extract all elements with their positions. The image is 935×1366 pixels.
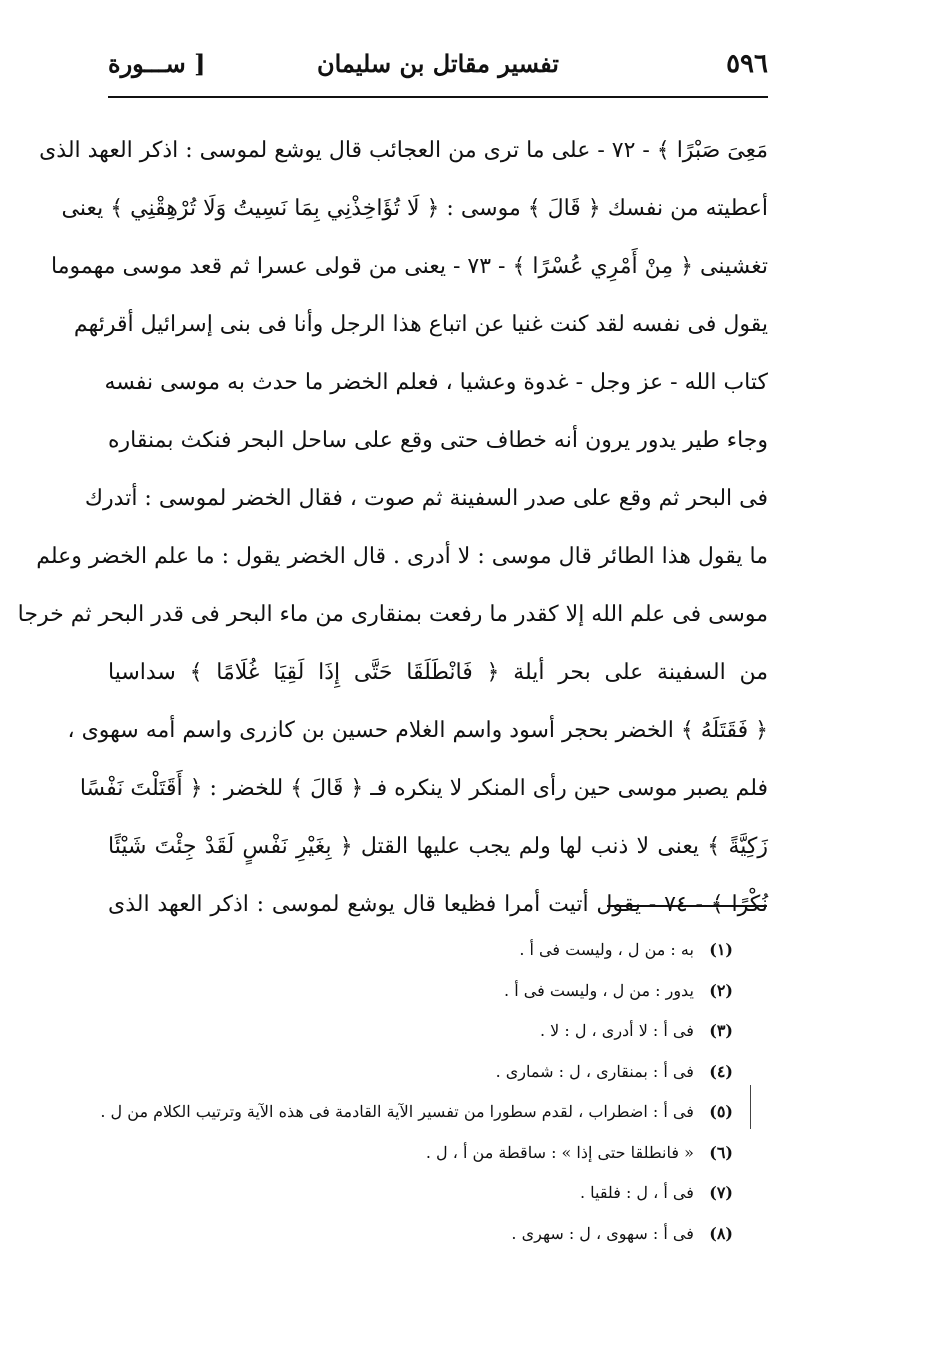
footnote-item <box>108 1173 733 1214</box>
footnote-number: (٨) <box>709 1223 733 1243</box>
footnote-text: فى أ : سهوى ، ل : سهرى . <box>511 1223 694 1243</box>
text-line: كتاب الله - عز وجل - غدوة وعشيا ، فعلم الخضر ما حدث به موسى نفسه <box>104 370 768 395</box>
footnote-number: (٦) <box>709 1142 733 1162</box>
footnote-text: فى أ : بمنقارى ، ل : شمارى . <box>495 1061 694 1081</box>
page-header <box>108 45 768 97</box>
footnote-number: (٥) <box>709 1102 733 1121</box>
footnote-text: فى أ : اضطراب ، لقدم سطورا من تفسير الآية القادمة فى هذه الآية وترتيب الكلام من ل . <box>100 1102 694 1121</box>
footnote-number: (٤) <box>709 1061 733 1081</box>
text-line: نُكْرًا ﴾ - ٧٤ - يقول أتيت أمرا فظيعا قال يوشع لموسى : اذكر العهد الذى <box>108 892 769 917</box>
footnote-text: يدور : من ل ، وليست فى أ . <box>504 980 694 1000</box>
footnote-number: (٧) <box>709 1183 733 1202</box>
footnote-text: فى أ : لا أدرى ، ل : لا . <box>539 1021 694 1040</box>
footnote-separator <box>607 905 767 907</box>
footnote-item <box>108 971 733 1012</box>
footnote-text: فى أ ، ل : فلقيا . <box>579 1183 694 1202</box>
text-line: مَعِىَ صَبْرًا ﴾ - ٧٢ - على ما ترى من العجائب قال يوشع لموسى : اذكر العهد الذى <box>39 138 768 163</box>
text-line: يقول فى نفسه لقد كنت غنيا عن اتباع هذا الرجل وأنا فى بنى إسرائيل أقرئهم <box>73 312 768 337</box>
footnote-item <box>100 1092 733 1133</box>
footnote-text: « فانطلقا حتى إذا » : ساقطة من أ ، ل . <box>425 1142 694 1162</box>
surah-label: [ ســـورة <box>108 49 206 78</box>
text-line: وجاء طير يدور يرون أنه خطاف حتى وقع على ساحل البحر فنكث بمنقاره <box>108 428 768 453</box>
footnote-text: به : من ل ، وليست فى أ . <box>519 940 694 959</box>
running-title: تفسير مقاتل بن سليمان <box>316 49 559 78</box>
text-line: زَكِيَّةً ﴾ يعنى لا ذنب لها ولم يجب عليها القتل ﴿ بِغَيْرِ نَفْسٍ لَقَدْ جِئْتَ شَيْئًا <box>108 834 768 859</box>
footnote-item <box>108 1214 733 1255</box>
footnote-number: (٣) <box>709 1021 733 1040</box>
header-rule <box>108 96 768 98</box>
footnote-item <box>108 930 733 971</box>
margin-mark <box>750 1085 751 1129</box>
footnote-number: (١) <box>709 940 733 959</box>
footnote-number: (٢) <box>709 980 733 1000</box>
text-line: فى البحر ثم وقع على صدر السفينة ثم صوت ، فقال الخضر لموسى : أتدرك <box>84 486 768 511</box>
text-line: ﴿ فَقَتَلَهُ ﴾ الخضر بحجر أسود واسم الغلام حسين بن كازرى واسم أمه سهوى ، <box>67 718 768 743</box>
footnote-item <box>108 1052 733 1093</box>
footnote-item <box>108 1133 733 1174</box>
text-line: ما يقول هذا الطائر قال موسى : لا أدرى . قال الخضر يقول : ما علم الخضر وعلم <box>36 544 768 569</box>
text-line: تغشينى ﴿ مِنْ أَمْرِي عُسْرًا ﴾ - ٧٣ - يعنى من قولى عسرا ثم قعد موسى مهموما <box>51 254 768 279</box>
text-line: أعطيته من نفسك ﴿ قَالَ ﴾ موسى : ﴿ لَا تُؤَاخِذْنِي بِمَا نَسِيتُ وَلَا تُرْهِقْنِي ﴾ يعنى <box>61 196 768 221</box>
text-line: فلم يصبر موسى حين رأى المنكر لا ينكره فـ ﴿ قَالَ ﴾ للخضر : ﴿ أَقَتَلْتَ نَفْسًا <box>79 776 768 801</box>
text-line: من السفينة على بحر أيلة ﴿ فَانْطَلَقَا حَتَّى إِذَا لَقِيَا غُلَامًا ﴾ سداسيا <box>108 660 768 685</box>
footnotes <box>100 930 733 1254</box>
text-line: موسى فى علم الله إلا كقدر ما رفعت بمنقارى من ماء البحر فى قدر البحر ثم خرجا <box>17 602 768 627</box>
page-number: ٥٩٦ <box>726 49 768 79</box>
footnote-item <box>108 1011 733 1052</box>
body-text <box>17 122 769 934</box>
